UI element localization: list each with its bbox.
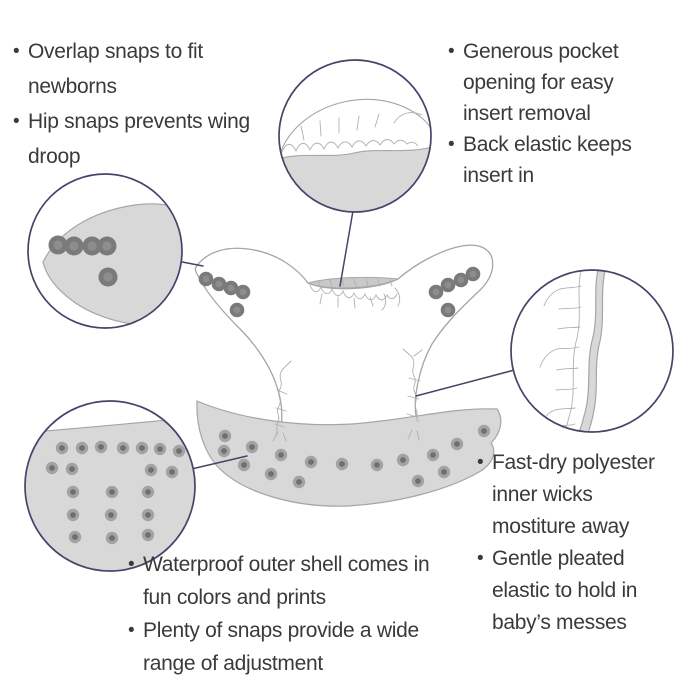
bullet-marker: • bbox=[128, 620, 135, 641]
connector-line-pocket bbox=[340, 205, 354, 286]
annotation-item bbox=[128, 614, 433, 680]
annotation-bottom-right bbox=[477, 447, 657, 639]
bullet-marker: • bbox=[128, 554, 135, 575]
bullet-marker: • bbox=[448, 134, 455, 155]
annotation-item bbox=[13, 34, 258, 104]
bullet-marker: • bbox=[448, 41, 455, 62]
annotation-text: Generous pocket opening for easy insert removal bbox=[463, 40, 619, 125]
annotation-text: Back elastic keeps insert in bbox=[463, 133, 632, 187]
annotation-item bbox=[477, 447, 657, 543]
pocket-opening-callout bbox=[272, 60, 440, 214]
bullet-marker: • bbox=[13, 111, 20, 132]
annotation-item bbox=[448, 129, 633, 191]
annotation-text: Hip snaps prevents wing droop bbox=[28, 110, 250, 168]
annotation-text: Overlap snaps to fit newborns bbox=[28, 40, 203, 98]
bullet-marker: • bbox=[13, 41, 20, 62]
annotation-top-left bbox=[13, 34, 258, 174]
diaper-illustration bbox=[195, 245, 500, 506]
annotation-text: Waterproof outer shell comes in fun colors and prints bbox=[143, 553, 430, 609]
annotation-item bbox=[128, 548, 433, 614]
annotation-text: Gentle pleated elastic to hold in baby’s messes bbox=[492, 547, 638, 634]
bullet-marker: • bbox=[477, 548, 484, 569]
annotation-bottom-center bbox=[128, 548, 433, 680]
back-elastic-callout bbox=[511, 270, 673, 436]
hip-snaps-callout bbox=[28, 174, 200, 328]
annotation-item bbox=[13, 104, 258, 174]
annotation-top-right bbox=[448, 36, 633, 191]
annotation-text: Fast-dry polyester inner wicks mostiture away bbox=[492, 451, 655, 538]
annotation-text: Plenty of snaps provide a wide range of adjustment bbox=[143, 619, 419, 675]
bullet-marker: • bbox=[477, 452, 484, 473]
diaper-shell-outline bbox=[195, 245, 492, 428]
annotation-item bbox=[477, 543, 657, 639]
connector-line-back-elastic bbox=[416, 368, 522, 396]
annotation-item bbox=[448, 36, 633, 129]
